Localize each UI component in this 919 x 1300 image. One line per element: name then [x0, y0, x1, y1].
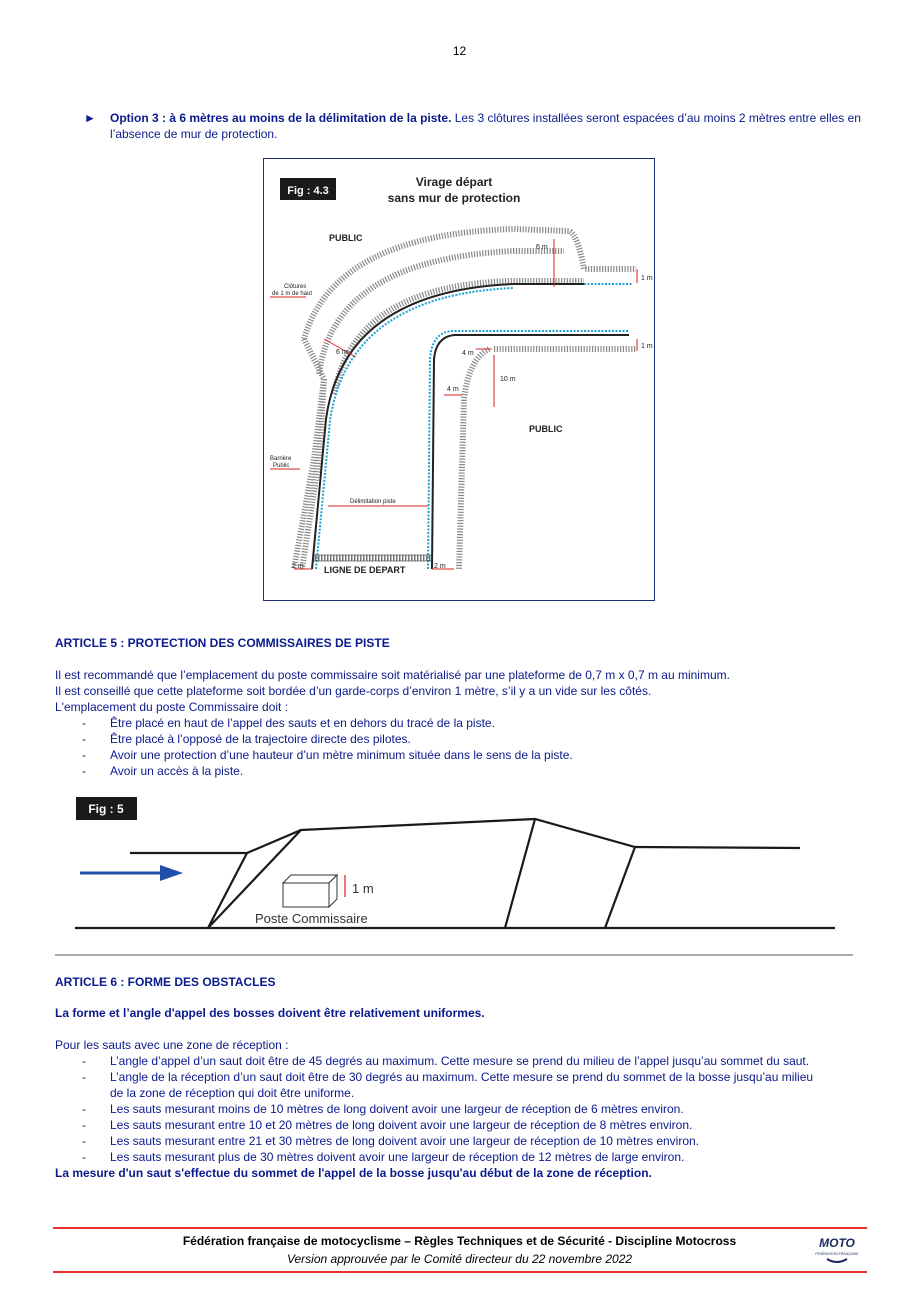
article-5-list [0, 715, 919, 779]
article-6-list [0, 1053, 919, 1165]
list-item: - Avoir un accès à la piste. [82, 764, 244, 778]
option-3-title: Option 3 : à 6 mètres au moins de la délimitation de la piste. [110, 111, 452, 125]
list-item: - Être placé à l’opposé de la trajectoire directe des pilotes. [82, 732, 411, 746]
barriere-label-1: Barrière [270, 456, 292, 462]
footer-version: Version approuvée par le Comité directeur du 22 novembre 2022 [286, 1252, 633, 1266]
poste-commissaire-box [283, 875, 337, 907]
outer-fence-2 [319, 251, 564, 374]
figure-5 [55, 795, 865, 965]
dim-1m-mid: 1 m [641, 343, 653, 350]
figure-4-3 [263, 158, 655, 601]
inner-fence-curve [459, 349, 489, 569]
list-item: - Avoir une protection d’une hauteur d’un mètre minimum située dans le sens de la piste. [82, 748, 573, 762]
poste-commissaire-label: Poste Commissaire [255, 911, 368, 926]
article-6-subheading: La forme et l’angle d'appel des bosses doivent être relativement uniformes. [55, 1006, 485, 1020]
article-5-p2: Il est conseillé que cette plateforme soit bordée d’un garde-corps d’environ 1 mètre, s’il y a un vide sur les côtés. [55, 684, 652, 698]
svg-text:FÉDÉRATION FRANÇAISE: FÉDÉRATION FRANÇAISE [815, 1252, 859, 1256]
footer-rule-top [53, 1227, 867, 1229]
fig-4-3-tag: Fig : 4.3 [287, 185, 329, 197]
footer-rule-bottom [53, 1271, 867, 1273]
barriere-label-2: Public [273, 463, 290, 469]
article-5-p1: Il est recommandé que l’emplacement du poste commissaire soit matérialisé par une plateforme de 0,7 m x 0,7 m au minimum. [55, 668, 730, 682]
public-top-label: PUBLIC [329, 233, 363, 243]
dim-2m-left: 2 m [292, 563, 304, 570]
public-right-label: PUBLIC [529, 424, 563, 434]
track-edge-inner [432, 335, 629, 569]
article-5-p3: L'emplacement du poste Commissaire doit : [55, 700, 289, 714]
start-line-label: LIGNE DE DEPART [324, 565, 406, 575]
clotures-label-1: Clôtures [284, 284, 307, 290]
dim-1m-top: 1 m [641, 275, 653, 282]
delimitation-label: Délimitation piste [350, 499, 396, 505]
track-edge-inner-blue [428, 331, 629, 569]
article-5-heading: ARTICLE 5 : PROTECTION DES COMMISSAIRES DE PISTE [55, 636, 390, 650]
list-item: - Être placé en haut de l’appel des sauts et en dehors du tracé de la piste. [82, 716, 495, 730]
clotures-label-2: de 1 m de haut [272, 291, 313, 297]
list-item: - Les sauts mesurant plus de 30 mètres doivent avoir une largeur de réception de 12 mètres de large environ. [82, 1150, 685, 1164]
start-grid [314, 555, 432, 561]
bullet-arrow-icon: ► [84, 111, 96, 125]
outer-fence-1 [304, 229, 636, 339]
list-item: - Les sauts mesurant entre 10 et 20 mètres de long doivent avoir une largeur de réception de 8 mètres environ. [82, 1118, 693, 1132]
dim-4m-a: 4 m [462, 350, 474, 357]
terrain-top-line [130, 819, 800, 853]
fig-5-dim: 1 m [352, 881, 374, 896]
fig-5-tag: Fig : 5 [88, 802, 124, 816]
list-item: - Les sauts mesurant moins de 10 mètres de long doivent avoir une largeur de réception de 6 mètres environ. [82, 1102, 684, 1116]
option-3-text: Les 3 clôtures installées seront espacées d’au moins 2 mètres entre elles en l’absence de mur de protection. [110, 111, 861, 141]
dim-10m: 10 m [500, 376, 516, 383]
fig-4-3-title-2: sans mur de protection [387, 191, 521, 205]
list-item-continuation: de la zone de réception qui doit être uniforme. [110, 1086, 355, 1100]
dim-4m-b: 4 m [447, 386, 459, 393]
article-6-heading: ARTICLE 6 : FORME DES OBSTACLES [55, 975, 276, 989]
fig-4-3-title-1: Virage départ [415, 175, 493, 189]
list-item: - L’angle d’appel d’un saut doit être de 45 degrés au maximum. Cette mesure se prend du milieu de l’appel jusqu’au sommet du saut. [82, 1054, 810, 1068]
list-item: - L’angle de la réception d’un saut doit être de 30 degrés au maximum. Cette mesure se prend du sommet de la bosse jusqu’au milieu [82, 1070, 814, 1084]
svg-text:MOTO: MOTO [819, 1236, 855, 1250]
dim-6m-top: 6 m [536, 244, 548, 251]
list-item: - Les sauts mesurant entre 21 et 30 mètres de long doivent avoir une largeur de réception de 10 mètres environ. [82, 1134, 700, 1148]
footer-title: Fédération française de motocyclisme – Règles Techniques et de Sécurité - Discipline Motocross [182, 1234, 737, 1248]
dim-6m-diag: 6 m [336, 349, 348, 356]
article-6-conclusion: La mesure d'un saut s'effectue du sommet de l'appel de la bosse jusqu'au début de la zone de réception. [55, 1166, 652, 1180]
direction-arrow-head [160, 865, 183, 881]
dim-2m-right: 2 m [434, 563, 446, 570]
ffm-logo [815, 1233, 859, 1267]
article-6-intro: Pour les sauts avec une zone de réception : [55, 1038, 289, 1052]
outer-fence-3 [334, 281, 584, 394]
page-number: 12 [452, 44, 467, 58]
terrain-bottom-line [75, 819, 835, 928]
